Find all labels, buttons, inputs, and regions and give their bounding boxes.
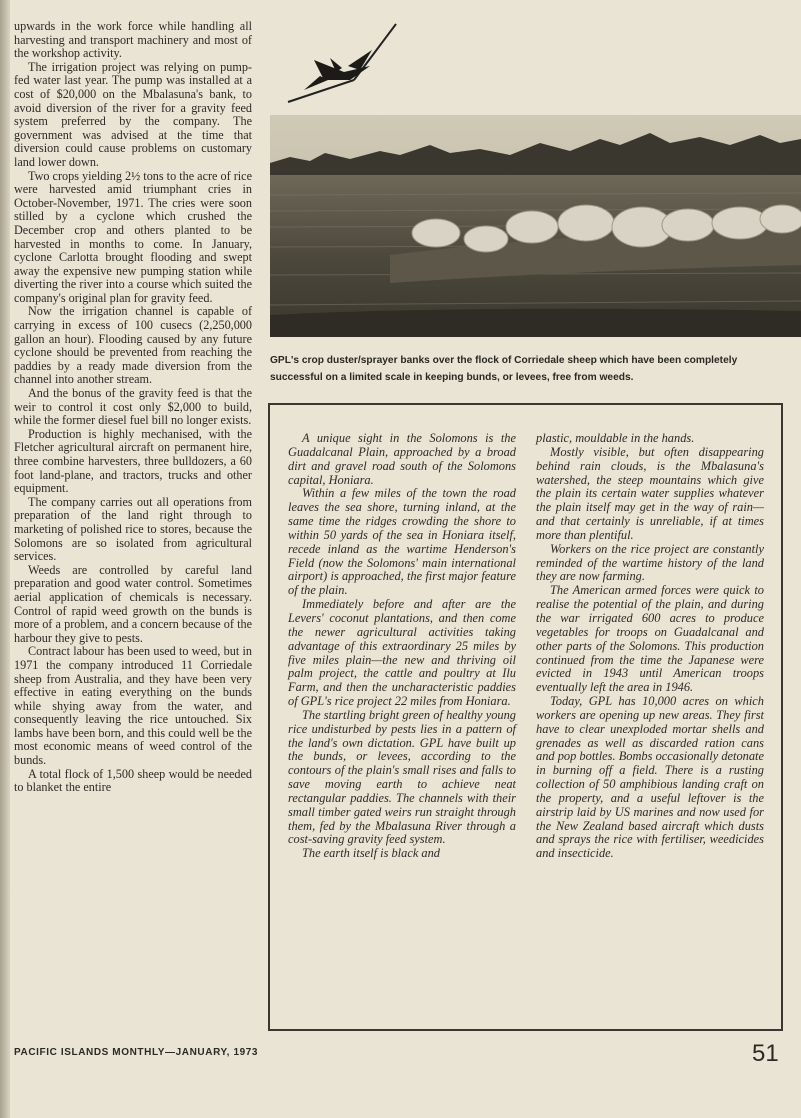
insert-column-2 <box>536 432 764 861</box>
insert-paragraph: The American armed forces were quick to realise the potential of the plain, and during the war irrigated 600 acres to produce vegetables for troops on Guadalcanal and other parts of the Solomons. This production continued from the time the Japanese were evicted in 1943 until American troops eventually left the area in 1946. <box>536 583 764 695</box>
insert-paragraph: The earth itself is black and <box>302 846 441 861</box>
crop-duster-aircraft-illustration <box>284 20 404 110</box>
left-paragraph: The company carries out all operations from preparation of the land right through to marketing of polished rice to stores, because the Solomons are so isolated from agricultural services. <box>14 494 252 564</box>
page-number: 51 <box>752 1040 779 1067</box>
sheep-photograph <box>270 115 801 337</box>
left-paragraph: upwards in the work force while handling all harvesting and transport machinery and most of the workshop activity. <box>14 19 252 61</box>
article-left-column <box>14 20 252 795</box>
insert-paragraph: Today, GPL has 10,000 acres on which workers are opening up new areas. They first have to clear unexploded mortar shells and grenades as well as discarded ration cans and pop bottles. Bombs occasionally detonate in burning off a field. There is a rusting collection of 50 amphibious landing craft on the property, and a useful leftover is the airstrip laid by US marines and now used for the New Zealand based aircraft which dusts and sprays the rice with fertiliser, weedicides and insecticide. <box>536 694 764 861</box>
left-paragraph: Contract labour has been used to weed, but in 1971 the company introduced 11 Corriedale sheep from Australia, and they have been very effective in eating everything on the bunds while shying away from the water, and consequently leaving the rice untouched. Six lambs have been born, and this could well be the most economic means of weed control of the bunds. <box>14 644 252 768</box>
insert-column-1 <box>288 432 516 861</box>
insert-paragraph: Mostly visible, but often disappearing behind rain clouds, is the Mbalasuna's watershed, the steep mountains which give the plain its certain water supplies whatever the plain itself may get in the way of rain—and that certainly is unreliable, if at times more than plentiful. <box>536 444 764 542</box>
publication-footer: PACIFIC ISLANDS MONTHLY—JANUARY, 1973 <box>14 1047 259 1058</box>
insert-paragraph: Workers on the rice project are constantly reminded of the wartime history of the land they are now farming. <box>536 541 764 584</box>
left-paragraph: Weeds are controlled by careful land preparation and good water control. Sometimes aerial application of chemicals is necessary. Control of rapid weed growth on the bunds is more of a problem, and a concern because of the harbour they give to pests. <box>14 562 252 645</box>
photo-caption: GPL's crop duster/sprayer banks over the flock of Corriedale sheep which have been completely successful on a limited scale in keeping bunds, or levees, free from weeds. <box>270 355 738 383</box>
insert-paragraph: The startling bright green of healthy young rice undisturbed by pests lies in a pattern of the land's own dictation. GPL have built up the bunds, or levees, according to the contours of the plain's small rises and falls to save moving earth to achieve neat rectangular paddies. The channels with their small timber gated weirs run straight through them, fed by the Mbalasuna River through a cost-saving gravity feed system. <box>288 707 516 847</box>
left-paragraph: And the bonus of the gravity feed is that the weir to control it cost only $2,000 to build, while the former diesel fuel bill no longer exists. <box>14 386 252 428</box>
page-binding-edge <box>0 0 10 1118</box>
left-paragraph: A total flock of 1,500 sheep would be needed to blanket the entire <box>14 766 252 795</box>
left-paragraph: Production is highly mechanised, with the Fletcher agricultural aircraft on permanent hire, three combine harvesters, three bulldozers, a 60 foot land-plane, and tractors, trucks and other equipment. <box>14 426 252 496</box>
insert-paragraph: Within a few miles of the town the road leaves the sea shore, turning inland, at the same time the ridges crowding the shore to within 50 yards of the sea in Honiara itself, recede inland as the wartime Henderson's Field (now the Solomons' main international airport) is approached, the first major feature of the plain. <box>288 486 516 598</box>
left-paragraph: The irrigation project was relying on pump-fed water last year. The pump was installed at a cost of $20,000 on the Mbalasuna's bank, to avoid diversion of the river for a gravity feed system preferred by the company. The government was advised at the time that diversion could cause problems on customary land lower down. <box>14 59 252 169</box>
insert-paragraph: plastic, mouldable in the hands. <box>536 431 695 445</box>
left-paragraph: Now the irrigation channel is capable of carrying in excess of 100 cusecs (2,250,000 gallon an hour). Flooding caused by any future cyclone should be prevented from reaching the paddies by a ready made diversion from the channel into another stream. <box>14 304 252 387</box>
insert-paragraph: A unique sight in the Solomons is the Guadalcanal Plain, approached by a broad dirt and gravel road south of the Solomons capital, Honiara. <box>288 431 516 487</box>
insert-paragraph: Immediately before and after are the Levers' coconut plantations, and then come the newer agricultural activities taking advantage of this extraordinary 25 miles by five miles plain—the new and thriving oil palm project, the cattle and poultry at Ilu Farm, and then the uncharacteristic paddies of GPL's rice project 22 miles from Honiara. <box>288 597 516 709</box>
left-paragraph: Two crops yielding 2½ tons to the acre of rice were harvested amid triumphant cries in October-November, 1971. The cries were soon stilled by a cyclone which crushed the December crop and others planted to be harvested in months to come. In January, cyclone Carlotta brought flooding and swept away the expensive new pumping station while diverting the river into a course which suited the company's original plan for gravity feed. <box>14 168 252 305</box>
